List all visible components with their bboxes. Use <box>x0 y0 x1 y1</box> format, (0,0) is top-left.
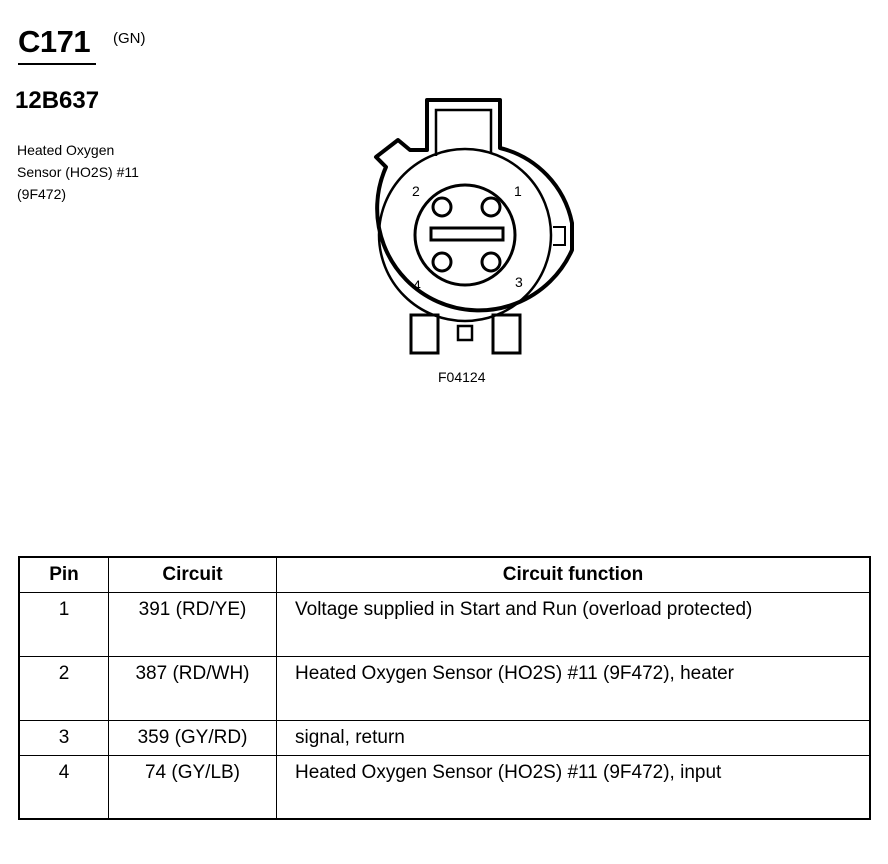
pin-label-1: 1 <box>514 183 522 199</box>
part-number: 12B637 <box>15 87 100 114</box>
pin-2-socket <box>433 198 451 216</box>
function-cell: signal, return <box>277 721 871 756</box>
function-cell: Heated Oxygen Sensor (HO2S) #11 (9F472), heater <box>277 657 871 721</box>
circuit-cell: 391 (RD/YE) <box>109 593 277 657</box>
description-line: (9F472) <box>17 186 67 202</box>
pin-cell: 2 <box>19 657 109 721</box>
pin-cell: 3 <box>19 721 109 756</box>
connector-id-underline <box>18 63 96 65</box>
table-row <box>19 593 870 657</box>
circuit-cell: 387 (RD/WH) <box>109 657 277 721</box>
table-row <box>19 657 870 721</box>
pin-circuit-table <box>18 556 871 820</box>
circuit-cell: 359 (GY/RD) <box>109 721 277 756</box>
pin-label-3: 3 <box>515 274 523 290</box>
header-pin: Pin <box>19 557 109 593</box>
connector-face-diagram <box>350 90 590 370</box>
pin-4-socket <box>433 253 451 271</box>
function-cell: Voltage supplied in Start and Run (overload protected) <box>277 593 871 657</box>
bottom-key-tab <box>458 326 472 340</box>
pin-label-2: 2 <box>412 183 420 199</box>
figure-id: F04124 <box>438 369 486 385</box>
table-header-row <box>19 557 870 593</box>
pin-label-4: 4 <box>413 277 421 293</box>
left-latch-tab <box>411 315 438 353</box>
pin-cell: 4 <box>19 756 109 820</box>
header-circuit: Circuit <box>109 557 277 593</box>
center-key-bar <box>431 228 503 240</box>
pin-3-socket <box>482 253 500 271</box>
description-line: Heated Oxygen <box>17 142 115 158</box>
description-line: Sensor (HO2S) #11 <box>17 164 139 180</box>
connector-id: C171 <box>18 24 91 59</box>
right-latch-tab <box>493 315 520 353</box>
pin-1-socket <box>482 198 500 216</box>
circuit-cell: 74 (GY/LB) <box>109 756 277 820</box>
table-row <box>19 721 870 756</box>
header-circuit-function: Circuit function <box>277 557 871 593</box>
table-row <box>19 756 870 820</box>
connector-description <box>17 139 139 205</box>
function-cell: Heated Oxygen Sensor (HO2S) #11 (9F472), input <box>277 756 871 820</box>
connector-color: (GN) <box>113 30 146 47</box>
pin-cell: 1 <box>19 593 109 657</box>
